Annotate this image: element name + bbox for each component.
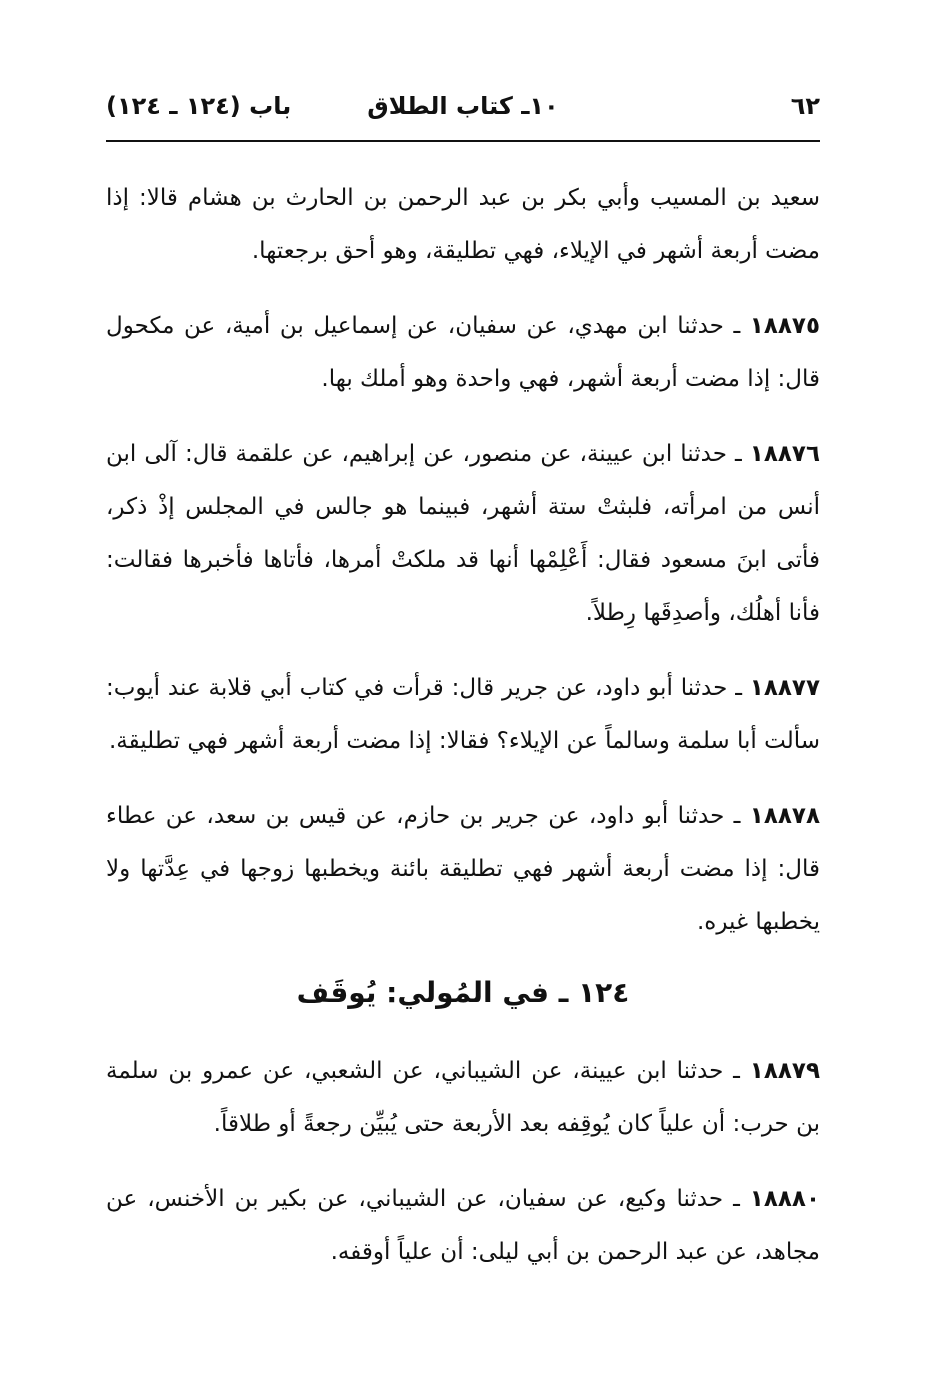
page-number: ٦٢: [790, 92, 820, 120]
hadith-number: ١٨٨٧٩: [749, 1058, 820, 1084]
hadith-18877: [106, 662, 820, 768]
section-range: باب (١٢٤ ـ ١٢٤): [106, 92, 292, 120]
header-divider: [106, 140, 820, 142]
book-title: ١٠ـ كتاب الطلاق: [367, 92, 559, 120]
hadith-text: ـ حدثنا أبو داود، عن جرير بن حازم، عن قيس بن سعد، عن عطاء قال: إذا مضت أربعة أشهر فهي تطليقة بائنة ويخطبها زوجها في عِدَّتها ولا يخطبها غيره.: [106, 803, 820, 935]
hadith-text: ـ حدثنا ابن مهدي، عن سفيان، عن إسماعيل بن أمية، عن مكحول قال: إذا مضت أربعة أشهر، فهي واحدة وهو أملك بها.: [106, 313, 820, 392]
hadith-18875: [106, 300, 820, 406]
paragraph-continuation: [106, 172, 820, 278]
hadith-text: ـ حدثنا ابن عيينة، عن الشيباني، عن الشعبي، عن عمرو بن سلمة بن حرب: أن علياً كان يُوقِفه بعد الأربعة حتى يُبيِّن رجعةً أو طلاقاً.: [106, 1058, 820, 1137]
section-heading: ١٢٤ ـ في المُولي: يُوقَف: [296, 976, 630, 1009]
hadith-text: ـ حدثنا ابن عيينة، عن منصور، عن إبراهيم، عن علقمة قال: آلى ابن أنس من امرأته، فلبثتْ ستة أشهر، فبينما هو جالس في المجلس إذْ ذكر، فأتى ابنَ مسعود فقال: أَعْلِمْها أنها قد ملكتْ أمرها، فأتاها فأخبرها فقالت: فأنا أهلُك، وأصدِقَها رِطلاً.: [106, 441, 820, 626]
main-text: [106, 172, 820, 1301]
hadith-number: ١٨٨٨٠: [749, 1186, 820, 1212]
hadith-18878: [106, 790, 820, 949]
hadith-number: ١٨٨٧٧: [749, 675, 820, 701]
hadith-text: سعيد بن المسيب وأبي بكر بن عبد الرحمن بن الحارث بن هشام قالا: إذا مضت أربعة أشهر في الإيلاء، فهي تطليقة، وهو أحق برجعتها.: [106, 185, 820, 264]
hadith-18879: [106, 1045, 820, 1151]
hadith-18876: [106, 428, 820, 640]
hadith-number: ١٨٨٧٥: [749, 313, 820, 339]
hadith-number: ١٨٨٧٨: [749, 803, 820, 829]
hadith-18880: [106, 1173, 820, 1279]
hadith-text: ـ حدثنا أبو داود، عن جرير قال: قرأت في كتاب أبي قلابة عند أيوب: سألت أبا سلمة وسالماً عن الإيلاء؟ فقالا: إذا مضت أربعة أشهر فهي تطليقة.: [106, 675, 820, 754]
hadith-text: ـ حدثنا وكيع، عن سفيان، عن الشيباني، عن بكير بن الأخنس، عن مجاهد، عن عبد الرحمن بن أبي ليلى: أن علياً أوقفه.: [106, 1186, 820, 1265]
hadith-number: ١٨٨٧٦: [749, 441, 820, 467]
page-header: [106, 84, 820, 134]
